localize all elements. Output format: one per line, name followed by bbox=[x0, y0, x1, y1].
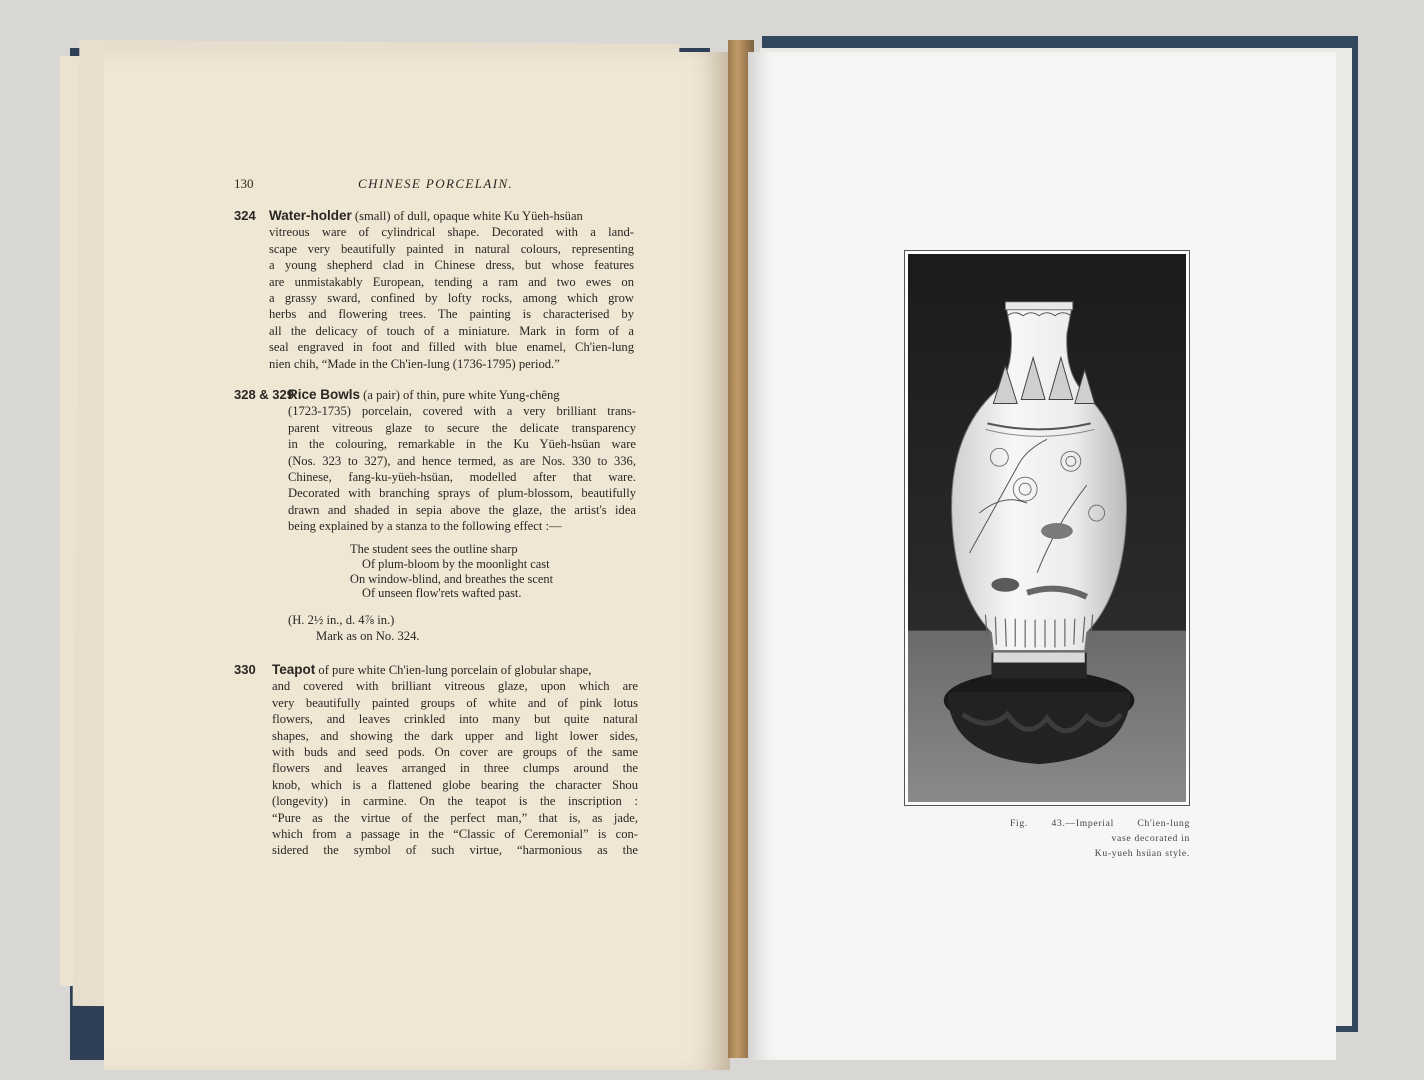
entry-text-line: are unmistakably European, tending a ram and two ewes on bbox=[269, 274, 634, 289]
entry-text-line: parent vitreous glaze to secure the delicate transparency bbox=[288, 420, 636, 435]
entry-heading: Teapot bbox=[272, 662, 316, 677]
verse-line: Of plum-bloom by the moonlight cast bbox=[362, 556, 550, 571]
entry-text-line: very beautifully painted groups of white and of pink lotus bbox=[272, 695, 638, 710]
running-title: CHINESE PORCELAIN. bbox=[358, 176, 514, 191]
figure-caption bbox=[1010, 816, 1190, 861]
entry-text-line: and covered with brilliant vitreous glaze, upon which are bbox=[272, 679, 638, 694]
entry-number: 328 & 329 bbox=[234, 387, 294, 402]
verse-stanza bbox=[350, 542, 553, 601]
entry-number: 330 bbox=[234, 662, 256, 677]
entry-text-line: all the delicacy of touch of a miniature. Mark in form of a bbox=[269, 323, 634, 338]
entry-text-line: with buds and seed pods. On cover are groups of the same bbox=[272, 745, 638, 760]
entry-text-line: shapes, and showing the dark upper and light lower sides, bbox=[272, 728, 638, 743]
caption-line: Ku-yueh hsüan style. bbox=[1094, 848, 1190, 859]
vase-photograph bbox=[908, 254, 1186, 802]
verse-line: The student sees the outline sharp bbox=[350, 542, 518, 556]
entry-text-line: (Nos. 323 to 327), and hence termed, as are Nos. 330 to 336, bbox=[288, 453, 636, 468]
entry-text-line: flowers, and leaves crinkled into many but quite natural bbox=[272, 712, 638, 727]
figure-plate bbox=[904, 250, 1190, 806]
entry-text-line: (longevity) in carmine. On the teapot is the inscription : bbox=[272, 794, 638, 809]
dimensions: (H. 2½ in., d. 4⅞ in.) bbox=[288, 613, 395, 627]
entry-text-line: in the colouring, remarkable in the Ku Yüeh-hsüan ware bbox=[288, 437, 636, 452]
verse-line: On window-blind, and breathes the scent bbox=[350, 571, 554, 586]
entry-text-line: “Pure as the virtue of the perfect man,” that is, as jade, bbox=[272, 810, 638, 825]
entry-heading: Water-holder bbox=[269, 208, 352, 223]
caption-line: Fig. 43.—Imperial Ch'ien-lung bbox=[1010, 818, 1190, 829]
entry-text-line: being explained by a stanza to the following effect :— bbox=[288, 519, 562, 534]
entry-text-line: of pure white Ch'ien-lung porcelain of globular shape, bbox=[315, 663, 592, 677]
entry-text-line: a young shepherd clad in Chinese dress, but whose features bbox=[269, 258, 634, 273]
dimensions-note bbox=[288, 612, 420, 644]
entry-text-line: which from a passage in the “Classic of Ceremonial” is con- bbox=[272, 827, 638, 842]
entry-text-line: seal engraved in foot and filled with blue enamel, Ch'ien-lung bbox=[269, 340, 634, 355]
entry-heading: Rice Bowls bbox=[288, 387, 361, 402]
entry-text-line: flowers and leaves arranged in three clumps around the bbox=[272, 761, 638, 776]
verse-line: Of unseen flow'rets wafted past. bbox=[362, 586, 522, 601]
entry-text-line: drawn and shaded in sepia above the glaze, the artist's idea bbox=[288, 502, 636, 517]
entry-text-line: sidered the symbol of such virtue, “harmonious as the bbox=[272, 843, 638, 858]
entry-text-line: a grassy sward, confined by lofty rocks, among which grow bbox=[269, 291, 634, 306]
entry-text-line: knob, which is a flattened globe bearing the character Shou bbox=[272, 777, 638, 792]
catalogue-entry bbox=[234, 208, 634, 372]
entry-text-line: nien chih, “Made in the Ch'ien-lung (1736-1795) period.” bbox=[269, 356, 560, 371]
entry-text-line: (1723-1735) porcelain, covered with a very brilliant trans- bbox=[288, 404, 636, 419]
catalogue-entry bbox=[234, 387, 636, 535]
entry-text-line: herbs and flowering trees. The painting is characterised by bbox=[269, 307, 634, 322]
entry-text-line: Decorated with branching sprays of plum-blossom, beautifully bbox=[288, 486, 636, 501]
entry-text-line: scape very beautifully painted in natural colours, representing bbox=[269, 241, 634, 256]
catalogue-entry bbox=[234, 662, 638, 859]
entry-text-line: Chinese, fang-ku-yüeh-hsüan, modelled after that ware. bbox=[288, 470, 636, 485]
entry-number: 324 bbox=[234, 208, 256, 223]
entry-text-line: (small) of dull, opaque white Ku Yüeh-hsüan bbox=[351, 209, 583, 223]
mark-note: Mark as on No. 324. bbox=[316, 629, 420, 643]
entry-text-line: vitreous ware of cylindrical shape. Decorated with a land- bbox=[269, 225, 634, 240]
caption-line: vase decorated in bbox=[1111, 833, 1190, 844]
page-number: 130 bbox=[234, 176, 254, 191]
entry-text-line: (a pair) of thin, pure white Yung-chêng bbox=[360, 388, 560, 402]
